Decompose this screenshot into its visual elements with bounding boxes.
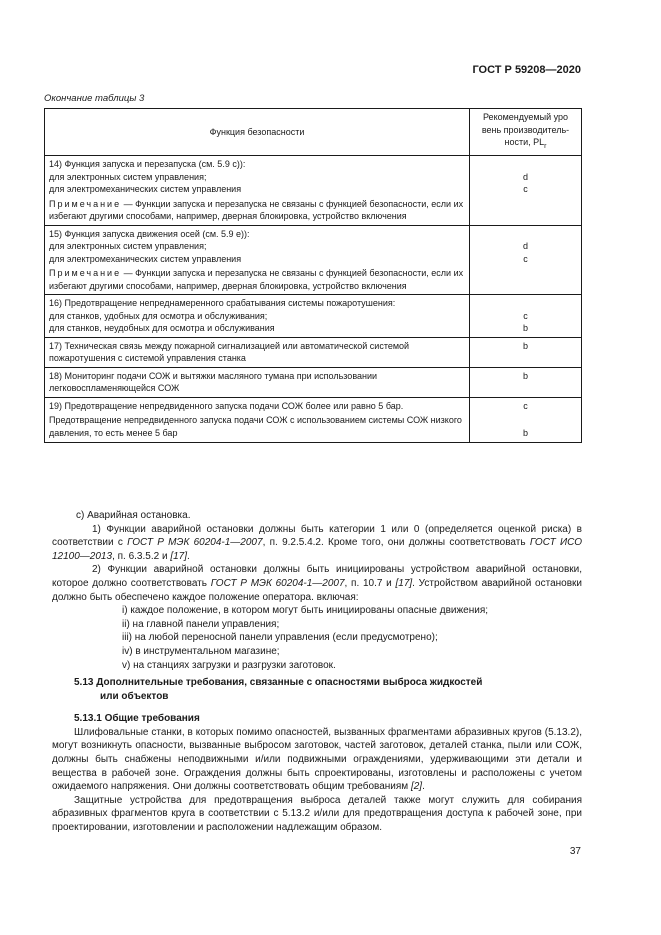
list-item-iv: iv) в инструментальном магазине;: [122, 645, 280, 657]
row-14-value-2: d: [522, 171, 528, 182]
row-15-pl: [470, 225, 582, 295]
row-14-note-label: Примечание: [49, 198, 122, 209]
paragraph-1: [52, 523, 582, 564]
pl-header-text: ности, PL: [504, 137, 545, 147]
pl-header-line-1: Рекомендуемый уро: [482, 112, 569, 122]
paragraph-2-ref-1: ГОСТ Р МЭК 60204-1—2007: [210, 577, 345, 589]
row-15-value-3: c: [523, 253, 528, 264]
row-18-pl: b: [470, 367, 582, 397]
list-item-ii: ii) на главной панели управления;: [122, 618, 280, 630]
paragraph-2: [52, 563, 582, 604]
paragraph-3-ref: [2]: [410, 781, 423, 793]
paragraph-3-text-a: Шлифовальные станки, в которых помимо опасностей, вызванных фрагментами абразивных кругов (5.13.2), могут возникнуть опасности, вызванные выбросом заготовок, частей заготовок, деталей станка, пыли или СОЖ, должны быть снабжены неподвижными и/или подвижными ограждениями, удерживающими эти детали и вещества в рабочей зоне. Ограждения должны быть спроектированы, изготовлены и расположены с учетом ожидаемого напряжения. Они должны соответствовать общим требованиям: [52, 726, 582, 793]
row-16-function: [45, 295, 470, 338]
section-5-13-1-heading: 5.13.1 Общие требования: [74, 713, 200, 725]
table-header-row: [45, 109, 582, 156]
paragraph-4: Защитные устройства для предотвращения выброса деталей также могут служить для собирания абразивных фрагментов круга в соответствии с 5.13.2 и/или для предотвращения доступа к рабочей зоне, при проектировании, изготовлении и расположении надлежащим образом.: [52, 794, 582, 833]
standard-number: ГОСТ Р 59208—2020: [472, 64, 581, 76]
paragraph-1-text-b: , п. 9.2.5.4.2. Кроме того, они должны соответствовать: [262, 537, 530, 549]
row-14-value-1: [474, 158, 577, 171]
paragraph-3: [52, 726, 582, 794]
row-16-line-3: для станков, неудобных для осмотра и обслуживания: [49, 323, 275, 334]
paragraph-1-ref-2: ГОСТ ИСО 12100—2013: [52, 537, 583, 562]
row-16-value-2: c: [523, 310, 528, 321]
column-header-pl: [470, 109, 582, 156]
row-14-value-3: c: [523, 184, 528, 195]
table-row-15: [45, 225, 582, 295]
row-15-function: [45, 225, 470, 295]
row-14-line-3: для электромеханических систем управления: [49, 184, 242, 195]
paragraph-1-text-c: , п. 6.3.5.2 и: [112, 550, 171, 562]
row-16-line-2: для станков, удобных для осмотра и обслуживания;: [49, 310, 268, 321]
safety-functions-table: [44, 108, 582, 443]
row-15-value-1: [474, 228, 577, 241]
paragraph-1-ref-1: ГОСТ Р МЭК 60204-1—2007: [127, 537, 263, 549]
row-19-value-3: b: [522, 428, 528, 439]
row-16-value-3: b: [522, 323, 528, 334]
section-5-13-heading-line-2: или объектов: [100, 690, 169, 702]
row-15-note-label: Примечание: [49, 268, 122, 279]
row-14-pl: [470, 156, 582, 226]
section-5-13-heading-line-1: 5.13 Дополнительные требования, связанные с опасностями выброса жидкостей: [74, 677, 483, 688]
row-16-line-1: 16) Предотвращение непреднамеренного срабатывания системы пожаротушения:: [49, 298, 396, 309]
row-14-note: [49, 198, 465, 223]
table-row-17: [45, 337, 582, 367]
column-header-function: Функция безопасности: [45, 109, 470, 156]
paragraph-3-text-b: .: [422, 781, 425, 793]
row-15-value-2: d: [522, 241, 528, 252]
row-15-note-text: — Функции запуска и перезапуска не связаны с функцией безопасности, если их избегают другими способами, например, дверная блокировка, устройство включения: [49, 268, 464, 291]
paragraph-2-text-c: . Устройством аварийной остановки должно быть обеспечено каждое положение оператора. включая:: [52, 577, 582, 603]
row-19-function: [45, 397, 470, 442]
paragraph-1-text-a: 1) Функции аварийной остановки должны быть категории 1 или 0 (определяется оценкой риска) в соответствии с: [52, 523, 582, 549]
table-caption: Окончание таблицы 3: [44, 93, 145, 104]
row-19-pl: [470, 397, 582, 442]
list-item-v: v) на станциях загрузки и разгрузки заготовок.: [122, 659, 336, 671]
row-17-function: 17) Техническая связь между пожарной сигнализацией или автоматической системой пожаротушения с системой управления станка: [45, 337, 470, 367]
paragraph-2-text-b: , п. 10.7 и: [344, 577, 396, 589]
row-16-pl: [470, 295, 582, 338]
row-15-line-3: для электромеханических систем управления: [49, 253, 242, 264]
paragraph-2-text-a: 2) Функции аварийной остановки должны быть инициированы устройством аварийной остановки, которое должно соответствовать: [52, 564, 582, 589]
item-c-heading: с) Аварийная остановка.: [76, 510, 191, 521]
row-14-function: [45, 156, 470, 226]
table-row-18: [45, 367, 582, 397]
table-row-19: [45, 397, 582, 442]
row-14-line-1: 14) Функция запуска и перезапуска (см. 5.9 с)):: [49, 159, 246, 170]
list-item-iii: iii) на любой переносной панели управления (если предусмотрено);: [122, 632, 438, 644]
pl-header-line-3: [474, 136, 577, 153]
row-15-note: [49, 267, 465, 292]
row-14-line-2: для электронных систем управления;: [49, 171, 207, 182]
row-19-value-2: [474, 412, 577, 427]
row-14-note-text: — Функции запуска и перезапуска не связаны с функцией безопасности, если их избегают другими способами, например, дверная блокировка, устройство включения: [49, 198, 464, 222]
paragraph-1-text-d: .: [187, 550, 190, 562]
paragraph-2-ref-2: [17]: [395, 577, 413, 589]
row-16-value-1: [474, 297, 577, 310]
pl-header-line-2: вень производитель-: [481, 124, 570, 135]
row-19-value-1: c: [523, 400, 528, 411]
pl-header-subscript: r: [544, 142, 547, 150]
row-19-line-1: 19) Предотвращение непредвиденного запуска подачи СОЖ более или равно 5 бар.: [49, 400, 404, 411]
emergency-stop-section: [52, 509, 582, 672]
paragraph-1-ref-3: [17]: [170, 550, 188, 562]
table-row-14: [45, 156, 582, 226]
list-item-i: i) каждое положение, в котором могут быть инициированы опасные движения;: [122, 605, 489, 617]
row-15-line-1: 15) Функция запуска движения осей (см. 5.9 е)):: [49, 228, 250, 239]
row-18-function: 18) Мониторинг подачи СОЖ и вытяжки масляного тумана при использовании легковоспламеняющейся СОЖ: [45, 367, 470, 397]
table-row-16: [45, 295, 582, 338]
row-17-pl: b: [470, 337, 582, 367]
section-5-13: [52, 676, 582, 835]
page-number: 37: [569, 846, 581, 857]
row-15-line-2: для электронных систем управления;: [49, 241, 207, 252]
row-19-line-2: Предотвращение непредвиденного запуска подачи СОЖ с использованием системы СОЖ низкого давления, то есть менее 5 бар: [49, 415, 462, 438]
